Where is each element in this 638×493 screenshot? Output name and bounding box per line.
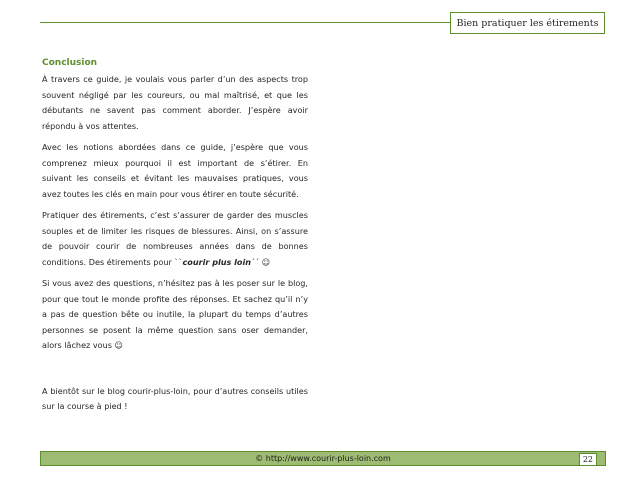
open-quote: `` bbox=[174, 256, 183, 267]
main-content bbox=[42, 56, 308, 421]
header-rule bbox=[40, 22, 450, 23]
paragraph-practice bbox=[42, 208, 308, 270]
paragraph-closing: A bientôt sur le blog courir-plus-loin, pour d’autres conseils utiles sur la course à pied ! bbox=[42, 385, 308, 411]
page-number: 22 bbox=[579, 453, 597, 466]
document-title: Bien pratiquer les étirements bbox=[456, 17, 599, 29]
header-box bbox=[450, 12, 605, 34]
spacer bbox=[42, 360, 308, 384]
paragraph-notions: Avec les notions abordées dans ce guide, j’espère que vous comprenez mieux pourquoi il est important de s’étirer. En suivant les conseils et évitant les mauvaises pratiques, vous avez toutes les clés en main pour vous étirer en toute sécurité. bbox=[42, 142, 308, 199]
section-heading: Conclusion bbox=[42, 58, 98, 68]
footer-bar bbox=[40, 451, 606, 466]
paragraph-practice-text: Pratiquer des étirements, c’est s’assurer de garder des muscles souples et de limiter les risques de blessures. Ainsi, on s’assure de pouvoir courir de nombreuses années dans de bonnes conditions. Des étirements pour bbox=[42, 210, 308, 267]
footer-url[interactable]: © http://www.courir-plus-loin.com bbox=[255, 454, 391, 463]
paragraph-intro: À travers ce guide, je voulais vous parler d’un des aspects trop souvent négligé par les coureurs, ou mal maîtrisé, et que les débutants ne savent pas comment aborder. J’espère avoir répondu à vos attentes. bbox=[42, 74, 308, 131]
close-quote-smiley: ´´ ☺ bbox=[251, 256, 271, 267]
emphasis-courir-plus-loin: courir plus loin bbox=[182, 256, 252, 267]
paragraph-questions: Si vous avez des questions, n’hésitez pas à les poser sur le blog, pour que tout le monde profite des réponses. Et sachez qu’il n’y a pas de question bête ou inutile, la plupart du temps d’autres personnes se posent la même question sans oser demander, alors lâchez vous ☺ bbox=[42, 278, 308, 350]
